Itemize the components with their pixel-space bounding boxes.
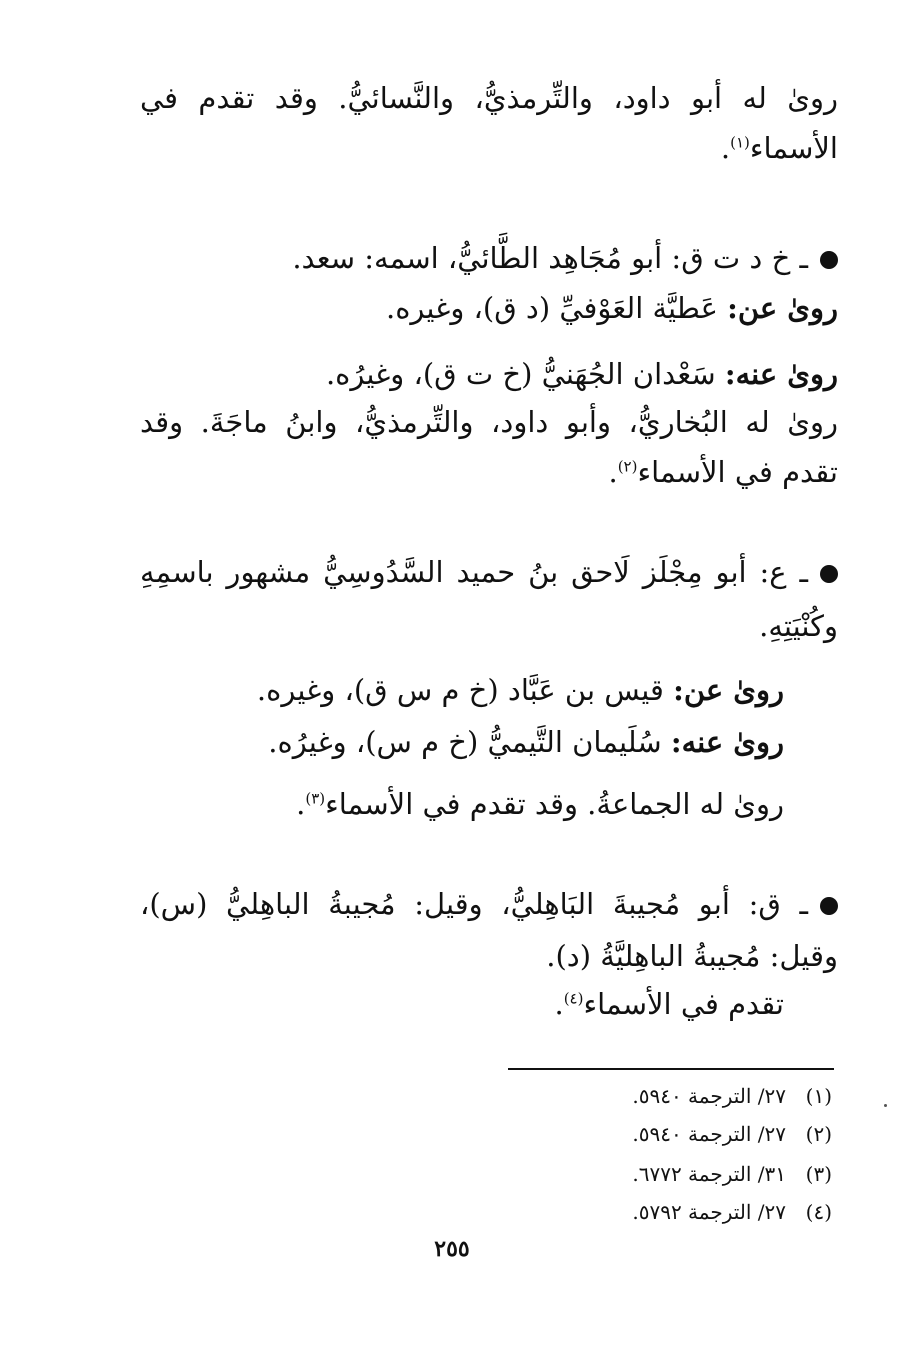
scan-speck — [884, 1104, 887, 1107]
narrated-from-label: رویٰ عن: — [673, 673, 784, 707]
footnote-number: (٤) — [805, 1200, 832, 1224]
footnote-divider — [508, 1068, 834, 1070]
footnote-4 — [632, 1198, 832, 1226]
entry0-line1: رویٰ له أبو داود، والتِّرمذيُّ، والنَّسائيُّ. وقد تقدم في — [140, 81, 838, 115]
footnote-number: (٢) — [805, 1122, 832, 1146]
footnote-text: ٢٧/ الترجمة ٥٩٤٠. — [632, 1084, 786, 1108]
footnote-ref-4[interactable]: (٤) — [563, 989, 584, 1008]
narrated-from-label: رویٰ عن: — [727, 291, 838, 325]
entry1-heading: ـ خ د ت ق: أبو مُجَاهِد الطَّائيُّ، اسمه: سعد. — [292, 238, 838, 278]
entry2-heading: ـ ع: أبو مِجْلَز لَاحق بنُ حميد السَّدُوسِيُّ مشهور باسمِهِ — [140, 552, 838, 592]
footnote-text: ٢٧/ الترجمة ٥٩٤٠. — [632, 1122, 786, 1146]
entry1-narrated-by: رویٰ عنه: سَعْدان الجُهَنيُّ (خ ت ق)، وغيرُه. — [325, 357, 838, 391]
entry2-heading-cont: وكُنْيَتِهِ. — [759, 609, 838, 643]
footnote-1 — [632, 1082, 832, 1110]
footnote-number: (١) — [805, 1084, 832, 1108]
footnote-ref-1[interactable]: (١) — [730, 133, 750, 152]
bullet-icon — [820, 897, 838, 915]
footnote-2 — [632, 1120, 832, 1148]
entry2-narrated-from: رویٰ عن: قيس بن عَبَّاد (خ م س ق)، وغيره. — [256, 673, 784, 707]
footnote-ref-2[interactable]: (٢) — [617, 457, 638, 476]
entry1-narrated-from: رویٰ عن: عَطيَّة العَوْفيِّ (د ق)، وغيره. — [385, 291, 838, 325]
entry2-line4: رویٰ له الجماعةُ. وقد تقدم في الأسماء$^{(٣)}$. — [296, 787, 784, 821]
entry0-line2: الأسماء$^{(١)}$. — [720, 131, 838, 165]
footnote-text: ٢٧/ الترجمة ٥٧٩٢. — [632, 1200, 786, 1224]
entry2-narrated-by: رویٰ عنه: سُلَيمان التَّيميُّ (خ م س)، وغيرُه. — [268, 725, 784, 759]
footnote-text: ٣١/ الترجمة ٦٧٧٢. — [632, 1162, 786, 1186]
narrated-by-label: رویٰ عنه: — [670, 725, 784, 759]
footnote-3 — [632, 1160, 832, 1188]
entry1-line4: رویٰ له البُخاريُّ، وأبو داود، والتِّرمذيُّ، وابنُ ماجَةَ. وقد — [140, 405, 838, 439]
bullet-icon — [820, 251, 838, 269]
footnote-ref-3[interactable]: (٣) — [305, 789, 326, 808]
bullet-icon — [820, 565, 838, 583]
entry3-heading: ـ ق: أبو مُجيبةَ البَاهِليُّ، وقيل: مُجيبةُ الباهِليُّ (س)، — [140, 884, 838, 924]
page-number: ٢٥٥ — [434, 1236, 470, 1262]
footnote-number: (٣) — [805, 1162, 832, 1186]
entry3-heading-cont: وقيل: مُجيبةُ الباهِليَّةُ (د). — [546, 939, 838, 973]
entry3-line3: تقدم في الأسماء$^{(٤)}$. — [554, 987, 784, 1021]
entry1-line5: تقدم في الأسماء$^{(٢)}$. — [608, 455, 838, 489]
narrated-by-label: رویٰ عنه: — [724, 357, 838, 391]
